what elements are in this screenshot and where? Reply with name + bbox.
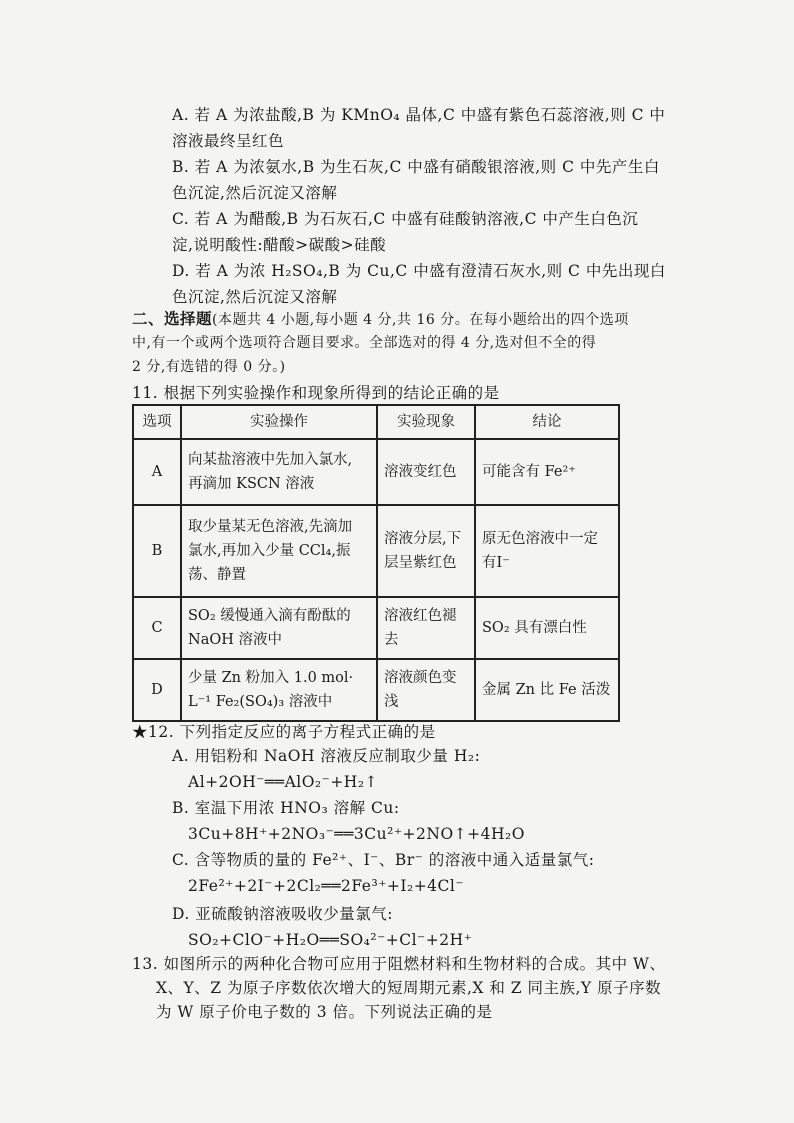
co-line: 有I⁻ bbox=[482, 555, 510, 571]
q12-option-b: B. 室温下用浓 HNO₃ 溶解 Cu: bbox=[172, 799, 400, 817]
ph-line: 溶液颜色变浅 bbox=[384, 670, 457, 710]
row-conclusion bbox=[475, 659, 619, 721]
row-operation bbox=[181, 505, 377, 597]
header-conclusion: 结论 bbox=[475, 405, 619, 439]
section2-desc-line1: (本题共 4 小题,每小题 4 分,共 16 分。在每小题给出的四个选项 bbox=[212, 312, 629, 328]
op-line: NaOH 溶液中 bbox=[188, 632, 282, 648]
ph-line: 层呈紫红色 bbox=[384, 555, 457, 571]
q10-option-b-line2: 色沉淀,然后沉淀又溶解 bbox=[172, 184, 338, 202]
row-phenomenon bbox=[377, 439, 475, 505]
row-phenomenon bbox=[377, 659, 475, 721]
q13-stem-line1: 13. 如图所示的两种化合物可应用于阻燃材料和生物材料的合成。其中 W、 bbox=[132, 955, 666, 973]
q12-equation-d: SO₂+ClO⁻+H₂O══SO₄²⁻+Cl⁻+2H⁺ bbox=[188, 931, 473, 949]
row-key: C bbox=[133, 597, 181, 659]
row-conclusion bbox=[475, 505, 619, 597]
q12-option-d: D. 亚硫酸钠溶液吸收少量氯气: bbox=[172, 905, 393, 923]
row-operation bbox=[181, 597, 377, 659]
section2-heading bbox=[132, 308, 629, 331]
q11-table bbox=[132, 404, 620, 722]
q13-stem-line2: X、Y、Z 为原子序数依次增大的短周期元素,X 和 Z 同主族,Y 原子序数 bbox=[156, 979, 662, 997]
op-line: 荡、静置 bbox=[188, 567, 246, 583]
q11-table-header bbox=[133, 405, 619, 439]
header-phenomenon: 实验现象 bbox=[377, 405, 475, 439]
row-phenomenon bbox=[377, 597, 475, 659]
header-operation: 实验操作 bbox=[181, 405, 377, 439]
q10-option-c-line1: C. 若 A 为醋酸,B 为石灰石,C 中盛有硅酸钠溶液,C 中产生白色沉 bbox=[172, 210, 639, 228]
op-line: 取少量某无色溶液,先滴加 bbox=[188, 519, 353, 535]
op-line: L⁻¹ Fe₂(SO₄)₃ 溶液中 bbox=[188, 694, 333, 710]
ph-line: 溶液分层,下 bbox=[384, 531, 462, 547]
row-phenomenon bbox=[377, 505, 475, 597]
q11-stem: 11. 根据下列实验操作和现象所得到的结论正确的是 bbox=[132, 384, 500, 402]
q10-option-d-line2: 色沉淀,然后沉淀又溶解 bbox=[172, 288, 338, 306]
q12-option-a: A. 用铝粉和 NaOH 溶液反应制取少量 H₂: bbox=[172, 747, 481, 765]
table-row bbox=[133, 597, 619, 659]
row-key: B bbox=[133, 505, 181, 597]
section2-title: 二、选择题 bbox=[132, 309, 213, 328]
q12-equation-a: Al+2OH⁻══AlO₂⁻+H₂↑ bbox=[188, 773, 379, 791]
op-line: 氯水,再加入少量 CCl₄,振 bbox=[188, 543, 351, 559]
q12-stem: ★12. 下列指定反应的离子方程式正确的是 bbox=[132, 723, 436, 741]
op-line: SO₂ 缓慢通入滴有酚酞的 bbox=[188, 608, 351, 624]
row-key: A bbox=[133, 439, 181, 505]
row-operation bbox=[181, 439, 377, 505]
section2-desc-line2: 中,有一个或两个选项符合题目要求。全部选对的得 4 分,选对但不全的得 bbox=[132, 335, 597, 351]
q12-equation-b: 3Cu+8H⁺+2NO₃⁻══3Cu²⁺+2NO↑+4H₂O bbox=[188, 825, 525, 843]
q10-option-b-line1: B. 若 A 为浓氨水,B 为生石灰,C 中盛有硝酸银溶液,则 C 中先产生白 bbox=[172, 158, 660, 176]
q10-option-d-line1: D. 若 A 为浓 H₂SO₄,B 为 Cu,C 中盛有澄清石灰水,则 C 中先出现白 bbox=[172, 262, 666, 280]
header-option: 选项 bbox=[133, 405, 181, 439]
table-row bbox=[133, 505, 619, 597]
ph-line: 溶液红色褪去 bbox=[384, 608, 457, 648]
op-line: 再滴加 KSCN 溶液 bbox=[188, 476, 315, 492]
q12-equation-c: 2Fe²⁺+2I⁻+2Cl₂══2Fe³⁺+I₂+4Cl⁻ bbox=[188, 877, 465, 895]
table-row bbox=[133, 659, 619, 721]
co-line: SO₂ 具有漂白性 bbox=[482, 620, 587, 636]
op-line: 向某盐溶液中先加入氯水, bbox=[188, 452, 353, 468]
table-row bbox=[133, 439, 619, 505]
q12-option-c: C. 含等物质的量的 Fe²⁺、I⁻、Br⁻ 的溶液中通入适量氯气: bbox=[172, 851, 595, 869]
row-conclusion bbox=[475, 597, 619, 659]
q10-option-c-line2: 淀,说明酸性:醋酸>碳酸>硅酸 bbox=[172, 236, 387, 254]
row-conclusion bbox=[475, 439, 619, 505]
co-line: 原无色溶液中一定 bbox=[482, 531, 598, 547]
co-line: 可能含有 Fe²⁺ bbox=[482, 464, 576, 480]
op-line: 少量 Zn 粉加入 1.0 mol· bbox=[188, 670, 354, 686]
q10-option-a-line2: 溶液最终呈红色 bbox=[172, 132, 285, 150]
row-key: D bbox=[133, 659, 181, 721]
co-line: 金属 Zn 比 Fe 活泼 bbox=[482, 682, 611, 698]
ph-line: 溶液变红色 bbox=[384, 464, 457, 480]
q13-stem-line3: 为 W 原子价电子数的 3 倍。下列说法正确的是 bbox=[156, 1003, 493, 1021]
q10-option-a-line1: A. 若 A 为浓盐酸,B 为 KMnO₄ 晶体,C 中盛有紫色石蕊溶液,则 C 中 bbox=[172, 106, 666, 124]
section2-desc-line3: 2 分,有选错的得 0 分。) bbox=[132, 359, 286, 375]
row-operation bbox=[181, 659, 377, 721]
